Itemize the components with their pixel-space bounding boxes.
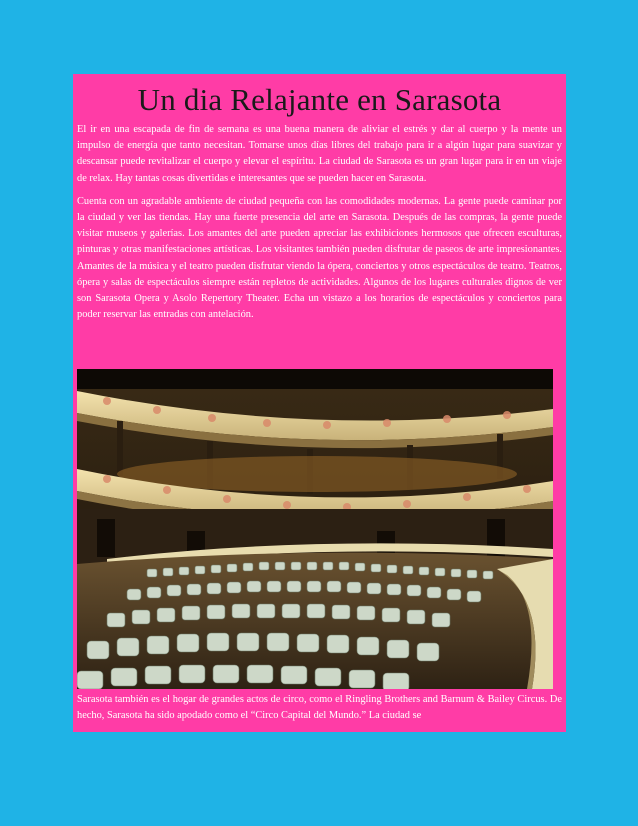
paragraph-circus: Sarasota también es el hogar de grandes actos de circo, como el Ringling Brothers and Barnum & Bailey Circus. De hecho, Sarasota ha sido apodado como el “Circo Capital del Mundo.” La ciudad se bbox=[77, 694, 562, 722]
paragraph-city: Cuenta con un agradable ambiente de ciudad pequeña con las comodidades modernas. La gente puede caminar por la ciudad y ver las tiendas. Hay una fuerte presencia del arte en Sarasota. Después de las compras, la gente puede visitar museos y galerías. Los amantes del arte pueden apreciar las exhibiciones hermosos que ofrecen esculturas, pinturas y otras manifestaciones artísticas. Los visitantes también pueden disfrutar de paseos de arte impresionantes. Amantes de la música y el teatro pueden disfrutar viendo la ópera, conciertos y otros espectáculos de teatro. Teatros, ópera y salas de espectáculos siempre están repletos de actividades. Algunos de los lugares culturales dignos de ver son Sarasota Opera y Asolo Repertory Theater. Echa un vistazo a los horarios de espectáculos y conciertos para poder reservar las entradas con antelación. bbox=[77, 195, 562, 321]
theater-interior-photo bbox=[77, 369, 553, 689]
document-title: Un dia Relajante en Sarasota bbox=[137, 82, 502, 117]
paragraph-intro: El ir en una escapada de fin de semana es una buena manera de aliviar el estrés y dar al cuerpo y la mente un impulso de energía que tanto necesitan. Tomarse unos días libres del trabajo para ir a algún lugar para suavizar y descansar puede revitalizar el cuerpo y elevar el espíritu. La ciudad de Sarasota es un gran lugar para ir en un viaje de relax. Hay tantas cosas divertidas e interesantes que se pueden hacer en Sarasota. bbox=[77, 124, 562, 184]
document-page bbox=[73, 74, 566, 732]
